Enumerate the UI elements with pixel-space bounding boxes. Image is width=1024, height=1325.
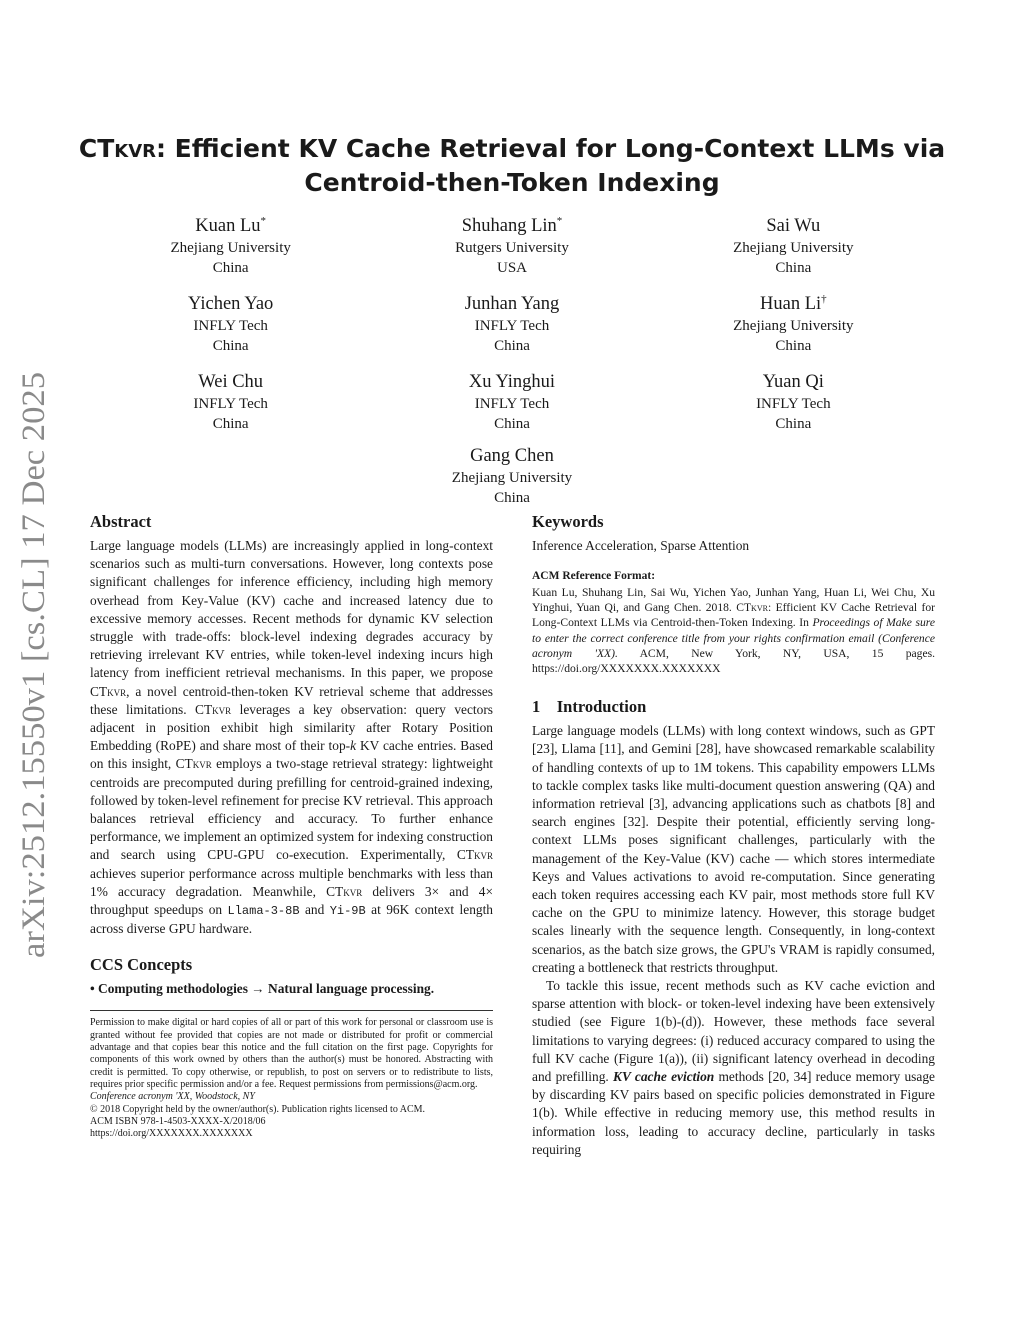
- intro-paragraph-1: Large language models (LLMs) with long context windows, such as GPT [23], Llama [11], and Gemini [28], have showcased remarkable scalability of handling contexts of up to 1M tokens. This capability empowers LLMs to tackle complex tasks like multi-document question answering (QA) and information retrieval [3], advancing applications such as chatbots [8] and search engines [32]. Despite their potential, efficiently serving long-context LLMs poses significant challenges, particularly with the management of the Key-Value (KV) cache — which stores intermediate Keys and Values activations to avoid re-computation. Since generating each token requires accessing each KV pair, most methods store full KV cache on the GPU to minimize latency. However, this storage budget scales linearly with the sequence length. Consequently, in long-context scenarios, as the batch size grows, the GPU's VRAM is rapidly consumed, creating a bottleneck that restricts throughput.: [532, 723, 935, 975]
- footnote-rule: [90, 1010, 493, 1011]
- author-country: China: [494, 416, 530, 432]
- author-name: Junhan Yang: [464, 294, 560, 314]
- arxiv-stamp-text: arXiv:2512.15550v1 [cs.CL] 17 Dec 2025: [16, 398, 52, 958]
- author-card: [100, 214, 361, 292]
- author-name: Huan Li: [760, 294, 822, 314]
- ccs-heading: CCS Concepts: [90, 955, 193, 975]
- arxiv-stamp: [2, 372, 58, 958]
- author-affiliation: INFLY Tech: [756, 396, 831, 412]
- author-card: [100, 370, 361, 444]
- right-column: [532, 511, 935, 1159]
- paper-title: [60, 132, 964, 200]
- author-name: Gang Chen: [470, 446, 554, 466]
- title-line-1: : Efficient KV Cache Retrieval for Long-Context LLMs via: [155, 134, 946, 163]
- permission-notice: Permission to make digital or hard copies of all or part of this work for personal or classroom use is granted without fee provided that copies are not made or distributed for profit or commercial advantage and that copies bear this notice and the full citation on the first page. Copyrights for components of this work owned by others than the author(s) must be honored. Abstracting with credit is permitted. To copy otherwise, or republish, to post on servers or to redistribute to lists, requires prior specific permission and/or a fee. Request permissions from permissions@acm.org.: [90, 1017, 493, 1090]
- author-card: [381, 370, 642, 444]
- author-card: [663, 292, 924, 370]
- author-affiliation: INFLY Tech: [193, 396, 268, 412]
- author-name: Xu Yinghui: [468, 372, 556, 392]
- introduction-heading: 1 Introduction: [532, 697, 647, 717]
- abstract-heading: Abstract: [90, 512, 152, 531]
- copyright-line: © 2018 Copyright held by the owner/author(s). Publication rights licensed to ACM.: [90, 1103, 426, 1115]
- author-affiliation: INFLY Tech: [474, 396, 550, 412]
- author-affiliation: INFLY Tech: [193, 318, 268, 334]
- author-affiliation: Rutgers University: [455, 240, 569, 256]
- author-name: Wei Chu: [198, 372, 264, 392]
- keywords-heading: Keywords: [532, 512, 604, 531]
- author-name: Sai Wu: [766, 216, 821, 236]
- author-name: Yuan Qi: [762, 372, 824, 392]
- ccs-concepts: • Computing methodologies → Natural language processing.: [90, 981, 435, 997]
- author-country: USA: [496, 260, 527, 276]
- author-affiliation: INFLY Tech: [474, 318, 550, 334]
- author-country: China: [775, 338, 812, 354]
- acm-reference-heading: ACM Reference Format:: [532, 570, 656, 582]
- author-country: China: [212, 338, 249, 354]
- author-block: [100, 214, 924, 510]
- author-affiliation: Zhejiang University: [451, 470, 573, 486]
- author-country: China: [494, 338, 530, 354]
- author-country: China: [494, 490, 530, 506]
- title-line-2: Centroid-then-Token Indexing: [304, 168, 720, 197]
- author-country: China: [212, 260, 249, 276]
- isbn-line: ACM ISBN 978-1-4503-XXXX-X/2018/06: [90, 1115, 266, 1127]
- left-column: [90, 511, 493, 1140]
- title-system-name: CTkvr: [78, 134, 156, 163]
- author-country: China: [775, 416, 812, 432]
- intro-paragraph-2: To tackle this issue, recent methods such as KV cache eviction and sparse attention with block- or token-level indexing have been extensively studied (see Figure 1(b)-(d)). However, these methods face several limitations to varying degrees: (i) reduced accuracy compared to using the full KV cache (Figure 1(a)), (ii) significant latency overhead in decoding and prefilling. KV cache eviction methods [20, 34] reduce memory usage by discarding KV pairs based on specific policies demonstrated in Figure 1(b). While effective in reducing memory use, this method results in information loss, leading to accuracy decline, particularly in tasks requiring: [532, 978, 935, 1157]
- author-mark: †: [821, 292, 827, 305]
- author-mark: *: [260, 214, 267, 227]
- acm-reference-text: Kuan Lu, Shuhang Lin, Sai Wu, Yichen Yao, Junhan Yang, Huan Li, Wei Chu, Xu Yinghui, Yuan Qi, and Gang Chen. 2018. CTkvr: Efficient KV Cache Retrieval for Long-Context LLMs via Centroid-then-Token Indexing. In Proceedings of Make sure to enter the correct conference title from your rights confirmation email (Conference acronym 'XX). ACM, New York, NY, USA, 15 pages. https://doi.org/XXXXXXX.XXXXXXX: [532, 586, 936, 676]
- author-affiliation: Zhejiang University: [733, 318, 854, 334]
- author-name: Kuan Lu: [195, 216, 261, 236]
- author-card: [663, 370, 924, 444]
- author-name: Shuhang Lin: [461, 216, 557, 236]
- author-name: Yichen Yao: [188, 294, 274, 314]
- author-country: China: [775, 260, 812, 276]
- author-card: [100, 292, 361, 370]
- doi-link[interactable]: https://doi.org/XXXXXXX.XXXXXXX: [90, 1128, 253, 1140]
- author-affiliation: Zhejiang University: [170, 240, 291, 256]
- author-card: [381, 214, 642, 292]
- author-mark: *: [556, 214, 563, 227]
- author-country: China: [212, 416, 249, 432]
- author-card: [663, 214, 924, 292]
- conference-line: Conference acronym 'XX, Woodstock, NY: [90, 1091, 255, 1103]
- keywords-text: Inference Acceleration, Sparse Attention: [532, 538, 750, 553]
- author-card: [381, 292, 642, 370]
- abstract-text: Large language models (LLMs) are increasingly applied in long-context scenarios such as multi-turn conversations. However, long contexts pose significant challenges for inference efficiency, including high memory overhead from Key-Value (KV) cache and increased latency due to excessive memory accesses. Recent methods for dynamic KV selection struggle with trade-offs: block-level indexing degrades accuracy by retrieving irrelevant KV entries, while token-level indexing incurs high latency from inefficient retrieval mechanisms. In this paper, we propose CTkvr, a novel centroid-then-token KV retrieval scheme that addresses these limitations. CTkvr leverages a key observation: query vectors adjacent in position exhibit high similarity after Rotary Position Embedding (RoPE) and share most of their top-k KV cache entries. Based on this insight, CTkvr employs a two-stage retrieval strategy: lightweight centroids are precomputed during prefilling for centroid-grained indexing, followed by token-level refinement for precise KV retrieval. This approach balances retrieval efficiency and accuracy. To further enhance performance, we implement an optimized system for indexing construction and search using CPU-GPU co-execution. Experimentally, CTkvr achieves superior performance across multiple benchmarks with less than 1% accuracy degradation. Meanwhile, CTkvr delivers 3× and 4× throughput speedups on Llama-3-8B and Yi-9B at 96K context length across diverse GPU hardware.: [90, 538, 494, 937]
- author-card: [381, 444, 642, 510]
- author-affiliation: Zhejiang University: [733, 240, 854, 256]
